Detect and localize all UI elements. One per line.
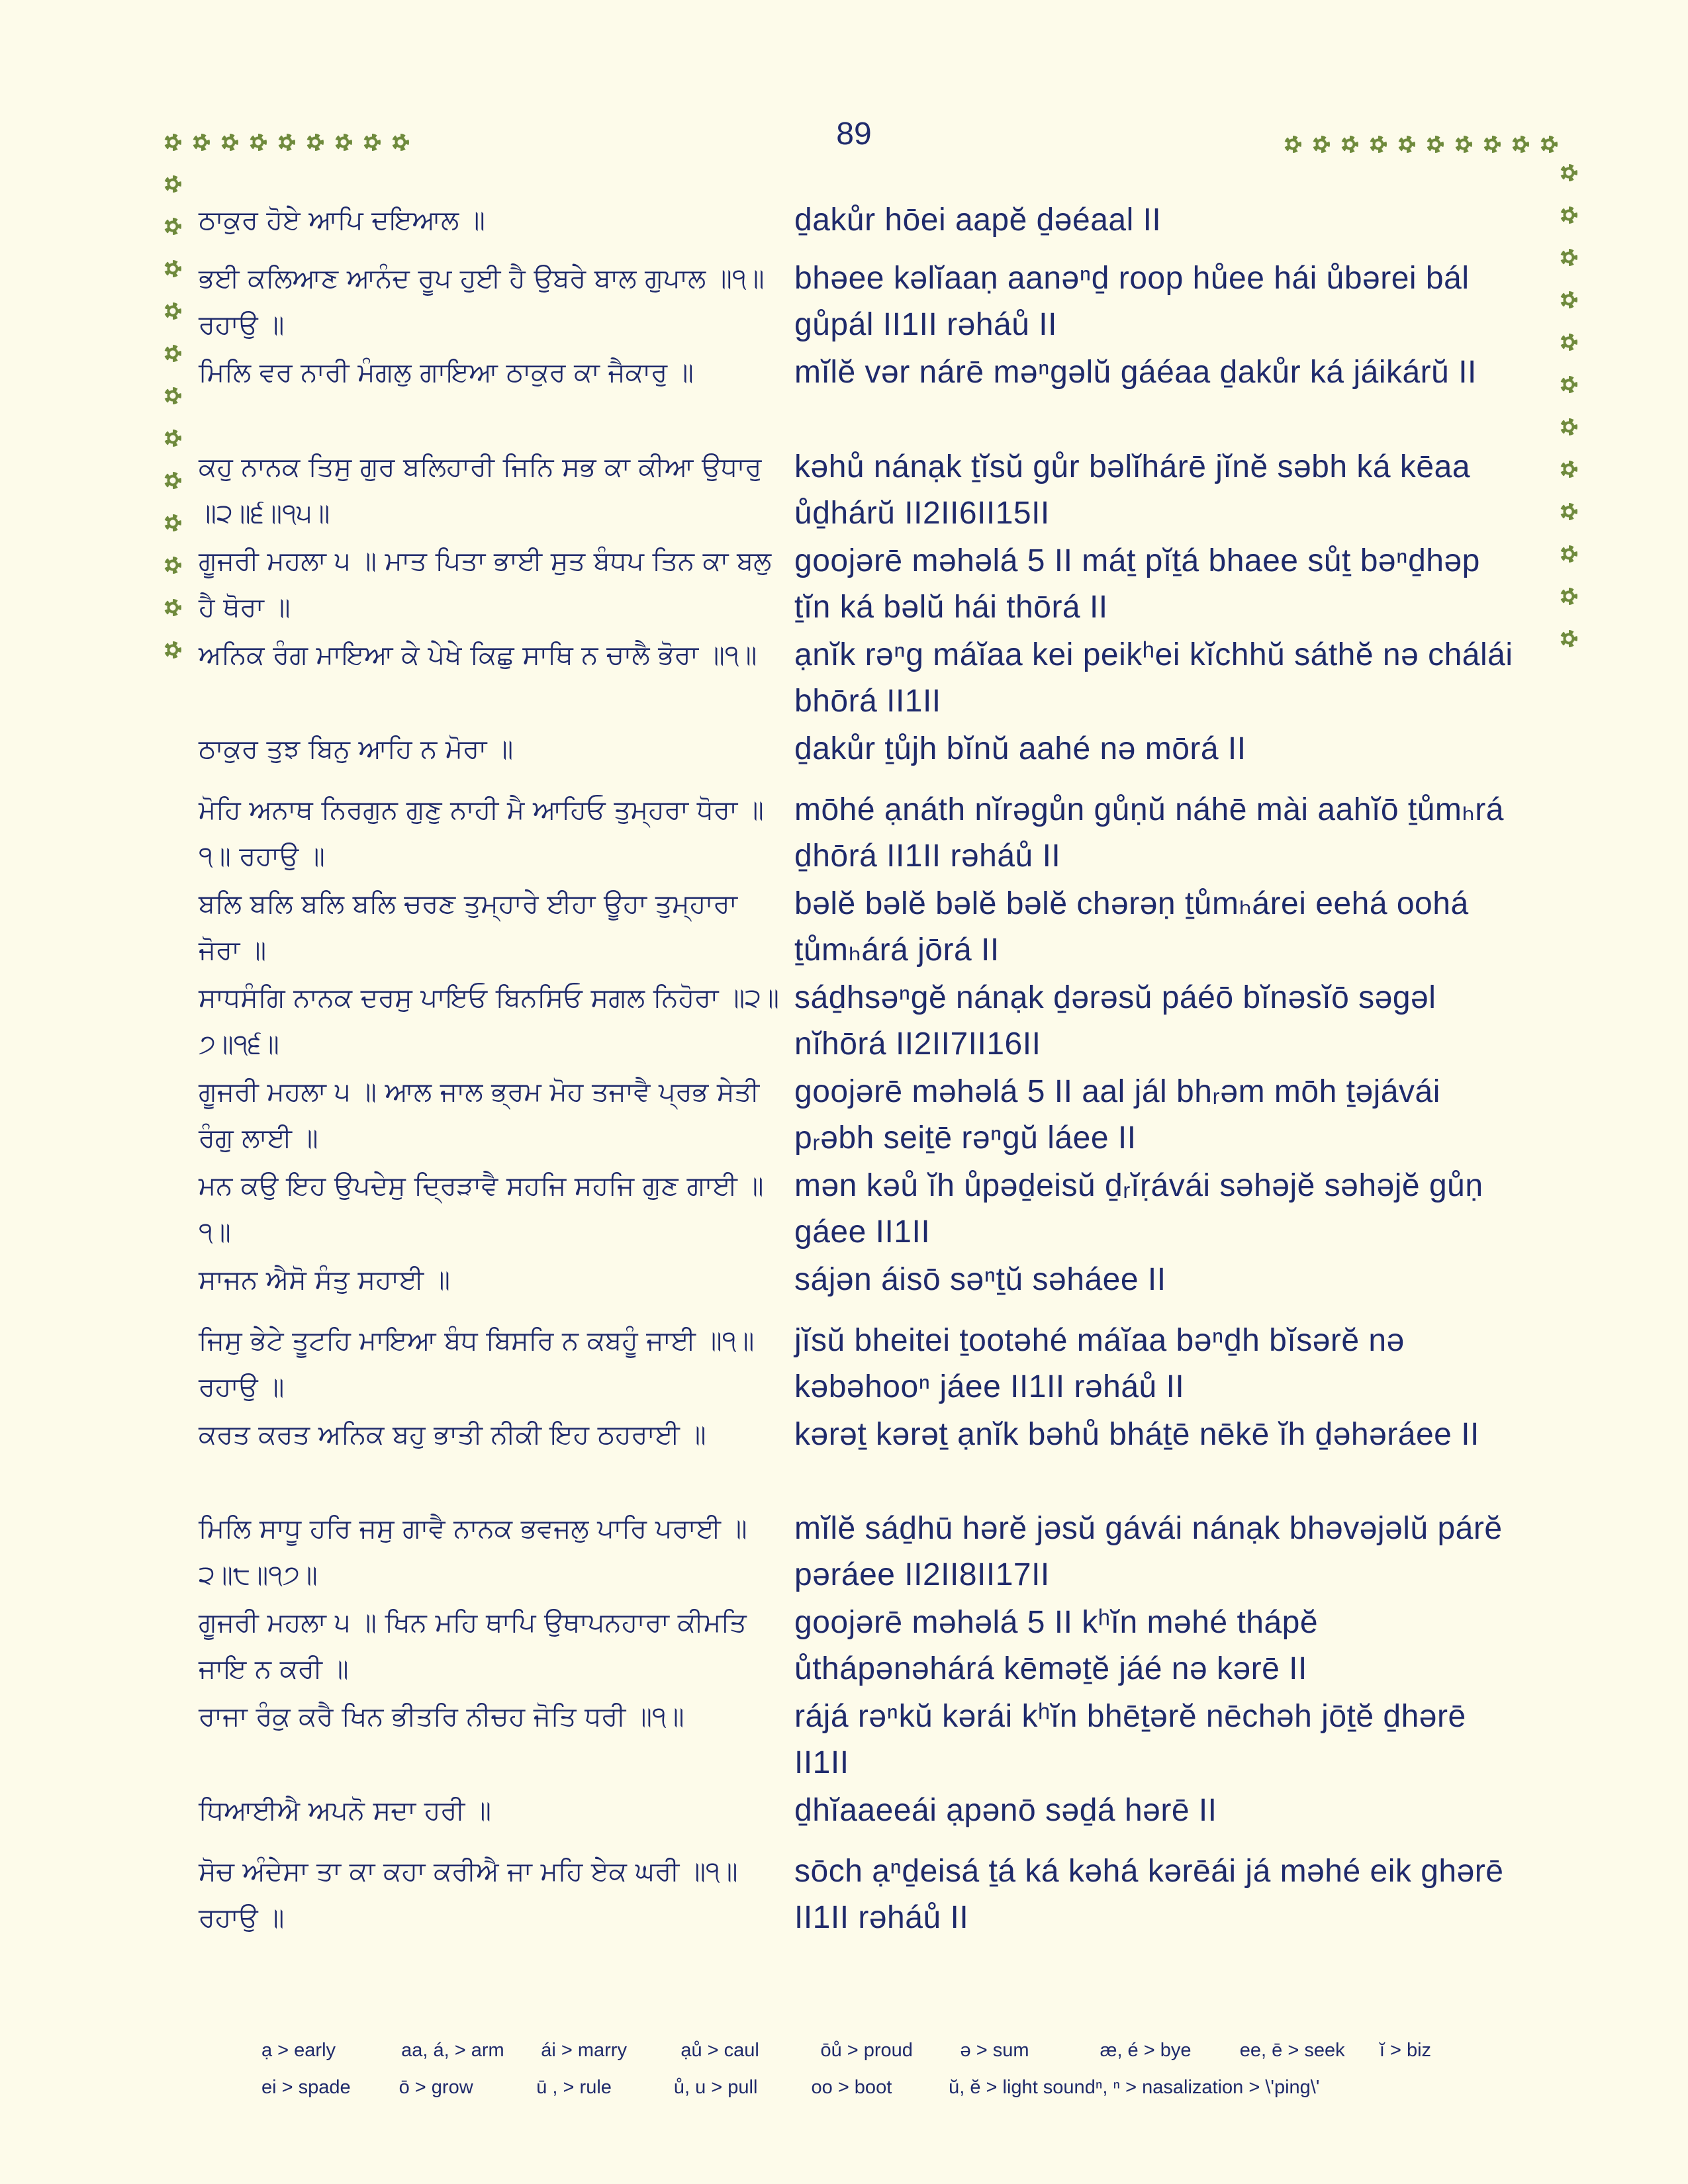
gurmukhi-text: ਕਹੁ ਨਾਨਕ ਤਿਸੁ ਗੁਰ ਬਲਿਹਾਰੀ ਜਿਨਿ ਸਭ ਕਾ ਕੀਆ ਉਧਾਰੁ ॥੨॥੬॥੧੫॥	[199, 452, 762, 529]
verse-row	[199, 975, 1523, 1069]
legend-item: oo > boot	[811, 2076, 892, 2098]
gurmukhi-text: ਭਈ ਕਲਿਆਣ ਆਨੰਦ ਰੂਪ ਹੁਈ ਹੈ ਉਬਰੇ ਬਾਲ ਗੁਪਾਲ ॥੧॥ ਰਹਾਉ ॥	[199, 263, 765, 340]
flower-icon	[1560, 206, 1577, 224]
gurmukhi-text: ਮਨ ਕਉ ਇਹ ਉਪਦੇਸੁ ਦ੍ਰਿੜਾਵੈ ਸਹਜਿ ਸਹਜਿ ਗੁਣ ਗਾਈ ॥੧॥	[199, 1171, 764, 1248]
verse-row	[199, 1506, 1523, 1600]
gurmukhi-text: ਮੋਹਿ ਅਨਾਥ ਨਿਰਗੁਨ ਗੁਣੁ ਨਾਹੀ ਮੈ ਆਹਿਓ ਤੁਮ੍ਹਰਾ ਧੋਰਾ ॥੧॥ ਰਹਾਉ ॥	[199, 795, 764, 872]
flower-icon	[1483, 136, 1501, 153]
flower-icon	[164, 260, 181, 277]
flower-icon	[1427, 136, 1444, 153]
flower-icon	[1341, 136, 1358, 153]
flower-icon	[1313, 136, 1330, 153]
gurmukhi-text: ਗੂਜਰੀ ਮਹਲਾ ੫ ॥ ਖਿਨ ਮਹਿ ਥਾਪਿ ਉਥਾਪਨਹਾਰਾ ਕੀਮਤਿ ਜਾਇ ਨ ਕਰੀ ॥	[199, 1608, 747, 1684]
legend-item: ū , > rule	[536, 2076, 612, 2098]
verse-row	[199, 1600, 1523, 1694]
transliteration-text: goojərē məhəlá 5 II kʰĭn məhé thápĕ ůthápənəhárá kēməṯĕ jáé nə kərē II	[794, 1605, 1319, 1686]
transliteration-text: sōch ạⁿḏeisá ṯá ká kəhá kərēái já məhé eik ghərē II1II rəháů II	[794, 1854, 1504, 1935]
flower-icon	[193, 134, 210, 151]
flower-icon	[1512, 136, 1529, 153]
verse-row	[199, 726, 1523, 787]
transliteration-text: mĭlĕ vər nárē məⁿgəlŭ gáéaa ḏakůr ká jáikárŭ II	[794, 355, 1477, 390]
verse-row	[199, 538, 1523, 632]
flower-icon	[1560, 249, 1577, 266]
gurmukhi-text: ਮਿਲਿ ਸਾਧੂ ਹਰਿ ਜਸੁ ਗਾਵੈ ਨਾਨਕ ਭਵਜਲੁ ਪਾਰਿ ਪਰਾਈ ॥੨॥੮॥੧੭॥	[199, 1514, 747, 1590]
flower-icon	[164, 302, 181, 320]
flower-icon	[164, 218, 181, 235]
verse-row	[199, 1694, 1523, 1788]
flower-icon	[1284, 136, 1301, 153]
flower-icon	[1540, 136, 1558, 153]
gurmukhi-text: ਅਨਿਕ ਰੰਗ ਮਾਇਆ ਕੇ ਪੇਖੇ ਕਿਛੁ ਸਾਥਿ ਨ ਚਾਲੈ ਭੋਰਾ ॥੧॥	[199, 640, 757, 670]
flower-icon	[1370, 136, 1387, 153]
gurmukhi-text: ਰਾਜਾ ਰੰਕੁ ਕਰੈ ਖਿਨ ਭੀਤਰਿ ਨੀਚਹ ਜੋਤਿ ਧਰੀ ॥੧॥	[199, 1702, 684, 1732]
flower-icon	[278, 134, 295, 151]
flower-icon	[306, 134, 324, 151]
flower-icon	[1560, 164, 1577, 181]
transliteration-text: jĭsŭ bheitei ṯootəhé máĭaa bəⁿḏh bĭsərĕ nə kəbəhooⁿ jáee II1II rəháů II	[794, 1323, 1405, 1404]
gurmukhi-text: ਮਿਲਿ ਵਰ ਨਾਰੀ ਮੰਗਲੁ ਗਾਇਆ ਠਾਕੁਰ ਕਾ ਜੈਕਾਰੁ ॥	[199, 357, 694, 388]
transliteration-text: bhəee kəlĭaaṇ aanəⁿḏ roop hůee hái ůbərei bál gůpál II1II rəháů II	[794, 261, 1470, 342]
flower-icon	[164, 345, 181, 362]
legend-item: ei > spade	[261, 2076, 351, 2098]
transliteration-text: mōhé ạnáth nĭrəgůn gůṇŭ náhē mài aahĭō ṯůmₕrá ḏhōrá II1II rəháů II	[794, 792, 1504, 874]
flower-icon	[1560, 503, 1577, 520]
gurmukhi-text: ਧਿਆਈਐ ਅਪਨੋ ਸਦਾ ਹਰੀ ॥	[199, 1796, 491, 1826]
transliteration-text: goojərē məhəlá 5 II aal jál bhᵣəm mōh ṯəjávái pᵣəbh seiṯē rəⁿgŭ láee II	[794, 1074, 1440, 1156]
gurmukhi-text: ਬਲਿ ਬਲਿ ਬਲਿ ਬਲਿ ਚਰਣ ਤੁਮ੍ਹਾਰੇ ਈਹਾ ਊਹਾ ਤੁਮ੍ਹਾਰਾ ਜੋਰਾ ॥	[199, 889, 737, 966]
flower-icon	[164, 175, 181, 193]
legend-row	[261, 2069, 1519, 2106]
flower-icon	[221, 134, 238, 151]
flower-icon	[1560, 461, 1577, 478]
legend-item: ə > sum	[960, 2039, 1029, 2061]
flower-icon	[164, 514, 181, 531]
legend-item: ạů > caul	[680, 2039, 759, 2061]
gurmukhi-text: ਠਾਕੁਰ ਤੁਝ ਬਿਨੁ ਆਹਿ ਨ ਮੋਰਾ ॥	[199, 734, 514, 764]
transliteration-text: sájən áisō səⁿṯŭ səháee II	[794, 1262, 1166, 1297]
flower-icon	[335, 134, 352, 151]
page-number: 89	[836, 116, 872, 152]
gurmukhi-text: ਸੋਚ ਅੰਦੇਸਾ ਤਾ ਕਾ ਕਹਾ ਕਰੀਐ ਜਾ ਮਹਿ ਏਕ ਘਰੀ ॥੧॥ ਰਹਾਉ ॥	[199, 1856, 738, 1933]
flower-icon	[164, 599, 181, 616]
legend-item: ái > marry	[541, 2039, 627, 2061]
legend-row	[261, 2032, 1519, 2069]
flower-icon	[1560, 545, 1577, 563]
flower-icon	[1560, 418, 1577, 435]
transliteration-text: kəhů nánạk ṯĭsŭ gůr bəlĭhárē jĭnĕ səbh ká kēaa ůḏhárŭ II2II6II15II	[794, 449, 1471, 531]
pronunciation-legend	[261, 2032, 1519, 2106]
verse-row	[199, 444, 1523, 538]
transliteration-text: kərəṯ kərəṯ ạnĭk bəhů bháṯē nēkē ĭh ḏəhəráee II	[794, 1417, 1479, 1452]
transliteration-text: ḏakůr hōei aapĕ ḏəéaal II	[794, 203, 1162, 238]
transliteration-text: ḏakůr ṯůjh bĭnŭ aahé nə mōrá II	[794, 731, 1246, 766]
flower-icon	[164, 387, 181, 404]
flower-icon	[1560, 630, 1577, 647]
legend-item: æ, é > bye	[1100, 2039, 1192, 2061]
flower-icon	[164, 134, 181, 151]
verse-table	[199, 197, 1523, 1942]
gurmukhi-text: ਠਾਕੁਰ ਹੋਏ ਆਪਿ ਦਇਆਲ ॥	[199, 205, 485, 236]
flower-icon	[164, 430, 181, 447]
verse-row	[199, 1412, 1523, 1506]
flower-icon	[1455, 136, 1472, 153]
flower-icon	[1398, 136, 1415, 153]
legend-item: ĭ > biz	[1379, 2039, 1432, 2061]
verse-row	[199, 1848, 1523, 1942]
flower-icon	[1560, 376, 1577, 393]
transliteration-text: ḏhĭaaeeái ạpənō səḏá hərē II	[794, 1793, 1217, 1828]
legend-item: aa, á, > arm	[401, 2039, 504, 2061]
flower-icon	[1560, 291, 1577, 308]
gurmukhi-text: ਸਾਧਸੰਗਿ ਨਾਨਕ ਦਰਸੁ ਪਾਇਓ ਬਿਨਸਿਓ ਸਗਲ ਨਿਹੋਰਾ ॥੨॥੭॥੧੬॥	[199, 983, 779, 1060]
verse-row	[199, 1788, 1523, 1848]
verse-row	[199, 197, 1523, 255]
transliteration-text: ạnĭk rəⁿg máĭaa kei peikʰei kĭchhŭ sáthĕ nə chálái bhōrá II1II	[794, 637, 1513, 719]
gurmukhi-text: ਗੂਜਰੀ ਮਹਲਾ ੫ ॥ ਆਲ ਜਾਲ ਭ੍ਰਮ ਮੋਹ ਤਜਾਵੈ ਪ੍ਰਭ ਸੇਤੀ ਰੰਗੁ ਲਾਈ ॥	[199, 1077, 760, 1154]
flower-icon	[1560, 334, 1577, 351]
flower-icon	[250, 134, 267, 151]
verse-row	[199, 632, 1523, 726]
verse-row	[199, 1163, 1523, 1257]
verse-row	[199, 255, 1523, 349]
legend-item: ōů > proud	[820, 2039, 913, 2061]
verse-row	[199, 881, 1523, 975]
flower-icon	[164, 641, 181, 659]
gurmukhi-text: ਸਾਜਨ ਐਸੋ ਸੰਤੁ ਸਹਾਈ ॥	[199, 1265, 450, 1295]
transliteration-text: mən kəů ĭh ůpəḏeisŭ ḏᵣĭṛávái səhəjĕ səhəjĕ gůṇ gáee II1II	[794, 1168, 1483, 1250]
verse-row	[199, 787, 1523, 881]
legend-item: ů, u > pull	[673, 2076, 758, 2098]
transliteration-text: bəlĕ bəlĕ bəlĕ bəlĕ chərəṇ ṯůmₕárei eehá oohá ṯůmₕárá jōrá II	[794, 886, 1469, 968]
verse-row	[199, 1318, 1523, 1412]
verse-row	[199, 1069, 1523, 1163]
legend-item: ō > grow	[399, 2076, 473, 2098]
gurmukhi-text: ਜਿਸੁ ਭੇਟੇ ਤੂਟਹਿ ਮਾਇਆ ਬੰਧ ਬਿਸਰਿ ਨ ਕਬਹੂੰ ਜਾਈ ॥੧॥ ਰਹਾਉ ॥	[199, 1326, 755, 1402]
flower-icon	[164, 472, 181, 489]
transliteration-text: goojərē məhəlá 5 II máṯ pĭṯá bhaee sůṯ bəⁿḏhəp ṯĭn ká bəlŭ hái thōrá II	[794, 543, 1480, 625]
gurmukhi-text: ਗੂਜਰੀ ਮਹਲਾ ੫ ॥ ਮਾਤ ਪਿਤਾ ਭਾਈ ਸੁਤ ਬੰਧਪ ਤਿਨ ਕਾ ਬਲੁ ਹੈ ਥੋਰਾ ॥	[199, 546, 772, 623]
flower-icon	[392, 134, 409, 151]
transliteration-text: sáḏhsəⁿgĕ nánạk ḏərəsŭ páéō bĭnəsĭō səgəl nĭhōrá II2II7II16II	[794, 980, 1436, 1062]
legend-item: ee, ē > seek	[1239, 2039, 1345, 2061]
legend-item: ŭ, ĕ > light sound	[949, 2076, 1096, 2098]
legend-item: ạ > early	[261, 2039, 336, 2061]
verse-row	[199, 1257, 1523, 1318]
flower-icon	[164, 557, 181, 574]
transliteration-text: rájá rəⁿkŭ kərái kʰĭn bhēṯərĕ nēchəh jōṯĕ ḏhərē II1II	[794, 1699, 1466, 1780]
flower-icon	[363, 134, 381, 151]
legend-item: ⁿ, ⁿ > nasalization > \'ping\'	[1095, 2076, 1320, 2098]
verse-row	[199, 349, 1523, 444]
transliteration-text: mĭlĕ sáḏhū hərĕ jəsŭ gávái nánạk bhəvəjəlŭ párĕ pəráee II2II8II17II	[794, 1511, 1503, 1592]
flower-icon	[1560, 588, 1577, 605]
gurmukhi-text: ਕਰਤ ਕਰਤ ਅਨਿਕ ਬਹੁ ਭਾਤੀ ਨੀਕੀ ਇਹ ਠਹਰਾਈ ॥	[199, 1420, 706, 1450]
